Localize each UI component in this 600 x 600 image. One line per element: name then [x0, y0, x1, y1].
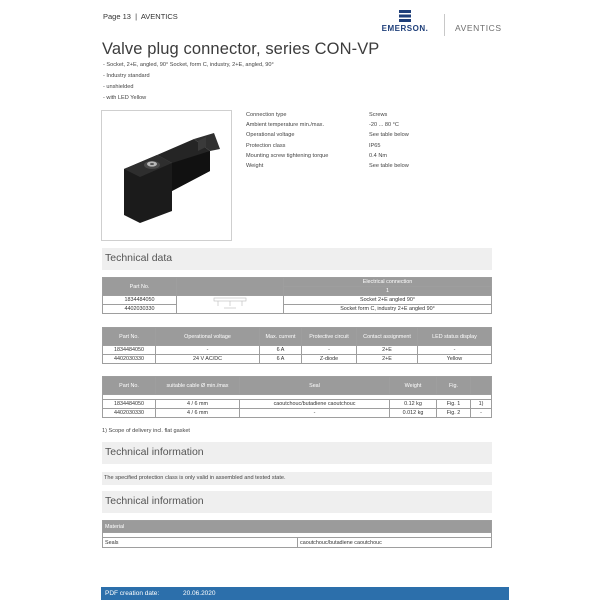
column-header — [177, 278, 284, 296]
section-technical-information — [102, 442, 492, 464]
table-cell: Yellow — [418, 355, 492, 364]
property-value: See table below — [369, 162, 409, 169]
feature-item: - Industry standard — [103, 73, 150, 79]
properties-list — [246, 112, 496, 173]
table-cell: - — [471, 409, 492, 418]
table-cell: Fig. 2 — [437, 409, 471, 418]
column-header: Part No. — [103, 278, 177, 296]
property-row — [246, 122, 496, 130]
header-separator: | — [135, 12, 138, 21]
feature-list — [103, 60, 274, 104]
table-cell: 2+E — [357, 355, 418, 364]
section-technical-data — [102, 248, 492, 270]
table-row — [103, 538, 492, 548]
table-cell: 1834484050 — [103, 296, 177, 305]
table-cell: 0.12 kg — [390, 400, 437, 409]
table-cell: 4402030330 — [103, 355, 156, 364]
column-header: Weight — [390, 377, 437, 395]
page-number: Page 13 — [103, 12, 131, 21]
product-image — [101, 110, 232, 241]
table-row — [103, 400, 492, 409]
table-cell: - — [156, 346, 260, 355]
column-header: Fig. — [437, 377, 471, 395]
table-row — [103, 346, 492, 355]
property-value: IP65 — [369, 142, 381, 149]
property-key: Mounting screw tightening torque — [246, 152, 329, 159]
footer-bar — [101, 587, 509, 600]
table-cell: 4 / 6 mm — [156, 409, 240, 418]
logo-divider — [444, 14, 445, 36]
column-header — [471, 377, 492, 395]
table-cell: 1834484050 — [103, 346, 156, 355]
table-row — [103, 409, 492, 418]
table-row — [103, 355, 492, 364]
column-header: Electrical connection — [284, 278, 492, 287]
property-key: Connection type — [246, 112, 287, 118]
protection-note: The specified protection class is only valid in assembled and tested state. — [102, 472, 492, 485]
material-table — [102, 520, 492, 548]
electrical-specs-table — [102, 327, 492, 364]
connector-symbol-icon — [177, 296, 284, 314]
emerson-logo — [374, 10, 436, 36]
column-header: Part No. — [103, 328, 156, 346]
property-key: Operational voltage — [246, 132, 295, 139]
table-cell: 6 A — [260, 346, 302, 355]
table-cell: Socket 2+E angled 90° — [284, 296, 492, 305]
table-cell: 1834484050 — [103, 400, 156, 409]
property-key: Weight — [246, 162, 264, 169]
table-cell: - — [302, 346, 357, 355]
section-title: Technical information — [105, 495, 204, 507]
column-header: Material — [103, 521, 492, 533]
table-cell: 4402030330 — [103, 409, 156, 418]
feature-item: - with LED Yellow — [103, 95, 147, 101]
table-cell: Socket form C, industry 2+E angled 90° — [284, 305, 492, 314]
feature-item: - unshielded — [103, 84, 134, 90]
property-value: Screws — [369, 112, 388, 118]
page-title: Valve plug connector, series CON-VP — [102, 40, 380, 58]
table-cell: 6 A — [260, 355, 302, 364]
section-title: Technical data — [105, 252, 173, 264]
section-technical-information-materials — [102, 491, 492, 513]
column-header: Max. current — [260, 328, 302, 346]
column-header: Protective circuit — [302, 328, 357, 346]
header-brand: AVENTICS — [140, 12, 178, 21]
column-header: Seal — [240, 377, 390, 395]
emerson-wordmark: EMERSON. — [381, 24, 429, 33]
table-cell: caoutchouc/butadiene caoutchouc — [298, 538, 492, 548]
table-cell: - — [418, 346, 492, 355]
table-cell: Seals — [103, 538, 298, 548]
property-key: Protection class — [246, 142, 286, 149]
page-header — [103, 12, 178, 21]
column-header: Contact assignment — [357, 328, 418, 346]
column-header — [156, 328, 260, 346]
column-header: suitable cable Ø min./max — [156, 377, 240, 395]
table-cell: 4 / 6 mm — [156, 400, 240, 409]
table-row — [103, 296, 492, 305]
footer-label: PDF creation date: — [105, 590, 160, 597]
column-header: LED status display — [418, 328, 492, 346]
property-key: Ambient temperature min./max. — [246, 122, 325, 129]
electrical-connection-table — [102, 277, 492, 314]
property-row — [246, 112, 496, 120]
mechanical-specs-table — [102, 376, 492, 418]
table-row — [103, 305, 492, 314]
valve-plug-connector-image — [102, 111, 231, 240]
property-row — [246, 143, 496, 151]
table-cell: 24 V AC/DC — [156, 355, 260, 364]
emerson-mark-icon — [399, 10, 411, 22]
table-cell: - — [240, 409, 390, 418]
aventics-logo: AVENTICS — [455, 23, 502, 33]
column-header-text: Operational voltage — [184, 333, 231, 340]
column-header: Part No. — [103, 377, 156, 395]
property-row — [246, 132, 496, 140]
table-cell: 0.012 kg — [390, 409, 437, 418]
table-cell: 1) — [471, 400, 492, 409]
property-row — [246, 163, 496, 171]
footer-date: 20.06.2020 — [183, 590, 216, 597]
property-value: See table below — [369, 132, 409, 139]
section-title: Technical information — [105, 446, 204, 458]
property-value: 0.4 Nm — [369, 152, 388, 159]
column-subheader: 1 — [284, 287, 492, 296]
property-value: -20 ... 80 °C — [369, 122, 399, 129]
table-cell: 4402030330 — [103, 305, 177, 314]
property-row — [246, 153, 496, 161]
feature-item: - Socket, 2+E, angled, 90° Socket, form C, industry, 2+E, angled, 90° — [103, 62, 274, 68]
footnote: 1) Scope of delivery incl. flat gasket — [102, 428, 190, 434]
table-cell: Z-diode — [302, 355, 357, 364]
table-cell: Fig. 1 — [437, 400, 471, 409]
table-cell: caoutchouc/butadiene caoutchouc — [240, 400, 390, 409]
table-cell: 2+E — [357, 346, 418, 355]
